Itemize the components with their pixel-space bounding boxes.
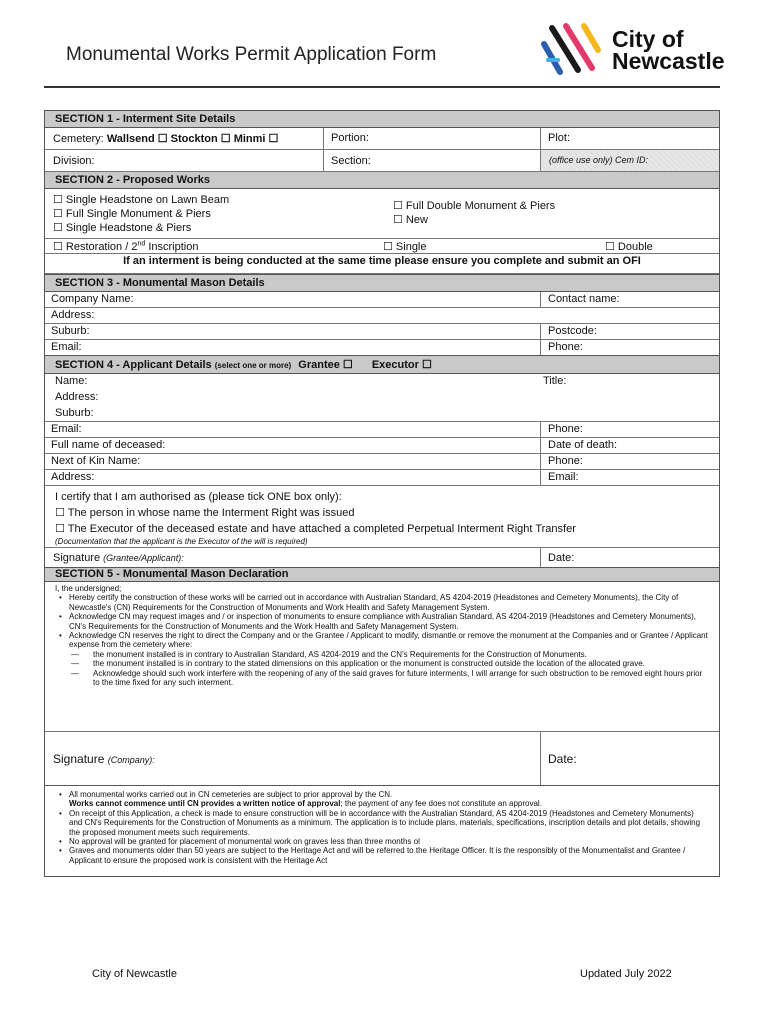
option-restoration[interactable] xyxy=(45,239,375,253)
option-headstone-piers[interactable]: ☐ Single Headstone & Piers xyxy=(53,222,192,234)
applicant-name-field[interactable]: Name: xyxy=(55,375,88,387)
applicant-suburb-row xyxy=(45,406,719,422)
city-logo xyxy=(538,20,738,76)
cert-note: (Documentation that the applicant is the Executor of the will is required) xyxy=(55,537,308,546)
note-item xyxy=(55,790,709,809)
date-of-death-field[interactable]: Date of death: xyxy=(548,439,618,451)
declaration-intro: I, the undersigned; xyxy=(55,584,122,593)
note-item: • On receipt of this Application, a check is made to ensure construction will be in accordance with the Australian Standard, AS 4204-2019 (Headstones and Cemetery Monuments) and CN's Requirements for the Construction of Monuments as a minimum. The application is to include plans, materials, specifications, inscription details and plot details, showing the proposed monument meets such requirements. xyxy=(55,809,709,837)
section-field[interactable]: Section: xyxy=(331,155,371,167)
footer-updated: Updated July 2022 xyxy=(580,968,672,980)
applicant-signature-row xyxy=(45,548,719,568)
section-4-note: (select one or more) xyxy=(214,361,292,370)
mason-postcode-field[interactable]: Postcode: xyxy=(548,325,597,337)
portion-field[interactable]: Portion: xyxy=(331,132,369,144)
applicant-email-row xyxy=(45,422,719,438)
restoration-label-end: Inscription xyxy=(145,241,199,253)
mason-email-field[interactable]: Email: xyxy=(51,341,82,353)
header-rule xyxy=(44,86,720,88)
mason-suburb-row xyxy=(45,324,719,340)
applicant-title-field[interactable]: Title: xyxy=(543,375,567,387)
certification-block xyxy=(45,486,719,548)
signature-note: (Grantee/Applicant): xyxy=(103,553,184,563)
kin-name-field[interactable]: Next of Kin Name: xyxy=(51,455,141,467)
cemetery-label: Cemetery: xyxy=(53,133,104,145)
section-1-header: SECTION 1 - Interment Site Details xyxy=(45,111,719,128)
certify-statement: I certify that I am authorised as (please tick ONE box only): xyxy=(55,491,342,503)
mason-suburb-field[interactable]: Suburb: xyxy=(51,325,90,337)
declaration-text xyxy=(45,582,719,732)
company-date-field[interactable]: Date: xyxy=(548,752,577,766)
cemetery-row xyxy=(45,128,719,150)
logo-text-line1: City of xyxy=(612,26,684,52)
kin-phone-field[interactable]: Phone: xyxy=(548,455,583,467)
page-title: Monumental Works Permit Application Form xyxy=(66,44,437,65)
note-approval-bold: Works cannot commence until CN provides a written notice of approval xyxy=(69,799,341,809)
applicant-suburb-field[interactable]: Suburb: xyxy=(55,407,94,419)
note-approval: All monumental works carried out in CN cemeteries are subject to prior approval by the CN. xyxy=(69,790,393,799)
cert-option-executor[interactable]: ☐ The Executor of the deceased estate and have attached a completed Perpetual Interment Right Transfer xyxy=(55,523,576,535)
restoration-label: ☐ Restoration / 2 xyxy=(53,241,138,253)
application-form xyxy=(44,110,720,877)
note-item: • No approval will be granted for placement of monumental work on graves less than three months ol xyxy=(55,837,709,846)
cemetery-options[interactable]: Wallsend ☐ Stockton ☐ Minmi ☐ xyxy=(106,133,279,145)
restoration-row xyxy=(45,239,719,254)
mason-address-row xyxy=(45,308,719,324)
kin-row xyxy=(45,454,719,470)
logo-mark-icon xyxy=(538,20,608,76)
declaration-item: • Acknowledge CN reserves the right to direct the Company and or the Grantee / Applicant to modify, dismantle or remove the monument at the Companies and or Grantee / Applicant expense from the cemetery where: xyxy=(55,631,709,650)
company-signature-label: Signature xyxy=(53,752,105,766)
declaration-item: • Hereby certify the construction of these works will be carried out in accordance with Australian Standard, AS 4204-2019 (Headstones and Cemetery Monuments), the City of Newcastle's (CN) Requirements for the Construction of Monuments and Work Health and Safety Management System. xyxy=(55,593,709,612)
mason-address-field[interactable]: Address: xyxy=(51,309,95,321)
section-2-header: SECTION 2 - Proposed Works xyxy=(45,172,719,189)
company-signature-field[interactable] xyxy=(45,732,540,785)
declaration-item: • Acknowledge CN may request images and / or inspection of monuments to ensure compliance with Australian Standard, AS 4204-2019 (Headstones and Cemetery Monuments), CN's Requirements for the Construction of Monuments and the Work Health and Safety Management System. xyxy=(55,612,709,631)
footer-org: City of Newcastle xyxy=(92,968,177,980)
company-name-field[interactable]: Company Name: xyxy=(51,293,134,305)
kin-address-row xyxy=(45,470,719,486)
applicant-email-field[interactable]: Email: xyxy=(51,423,82,435)
company-row xyxy=(45,292,719,308)
section-4-title: SECTION 4 - Applicant Details xyxy=(55,359,212,371)
logo-text-line2: Newcastle xyxy=(612,48,725,74)
note-item: • Graves and monuments older than 50 years are subject to the Heritage Act and will be referred to the Heritage Officer. It is the responsibly of the Monumentalist and Grantee / Applicant to ensure the proposed work is consistent with the Heritage Act xyxy=(55,846,709,865)
division-field[interactable]: Division: xyxy=(53,155,95,167)
applicant-address-row xyxy=(45,390,719,406)
signature-label: Signature xyxy=(53,552,101,564)
section-4-header xyxy=(45,356,719,374)
kin-address-field[interactable]: Address: xyxy=(51,471,95,483)
cemetery-field[interactable] xyxy=(45,128,323,149)
cem-id-field: (office use only) Cem ID: xyxy=(541,150,719,171)
declaration-subitem: — the monument installed is in contrary to the stated dimensions on this application or the monument is constructed outside the location of the allocated grave. xyxy=(55,659,709,668)
declaration-subitem: — the monument installed is in contrary to Australian Standard, AS 4204-2019 and the CN's Requirements for the Construction of Monuments. xyxy=(55,650,709,659)
company-signature-note: (Company): xyxy=(107,755,155,765)
applicant-date-field[interactable]: Date: xyxy=(548,552,575,564)
contact-name-field[interactable]: Contact name: xyxy=(548,293,620,305)
applicant-signature-field[interactable] xyxy=(45,548,540,567)
option-lawn-beam[interactable]: ☐ Single Headstone on Lawn Beam xyxy=(53,194,230,206)
mason-email-row xyxy=(45,340,719,356)
restoration-sup: nd xyxy=(137,240,146,248)
applicant-phone-field[interactable]: Phone: xyxy=(548,423,583,435)
declaration-subitem: — Acknowledge should such work interfere with the reopening of any of the said graves for future interments, I will arrange for such obstruction to be removed eight hours prior to the time fixed for any such interment. xyxy=(55,669,709,688)
note-approval-rest: ; the payment of any fee does not constitute an approval. xyxy=(340,799,542,809)
deceased-row xyxy=(45,438,719,454)
company-signature-row xyxy=(45,732,719,786)
kin-email-field[interactable]: Email: xyxy=(548,471,579,483)
section-3-header: SECTION 3 - Monumental Mason Details xyxy=(45,274,719,292)
division-row xyxy=(45,150,719,172)
option-full-single[interactable]: ☐ Full Single Monument & Piers xyxy=(53,208,211,220)
cert-option-interment-right[interactable]: ☐ The person in whose name the Interment Right was issued xyxy=(55,507,355,519)
option-new[interactable]: ☐ New xyxy=(393,214,428,226)
option-single[interactable]: ☐ Single xyxy=(383,241,427,253)
applicant-name-row xyxy=(45,374,719,390)
grantee-checkbox[interactable]: Grantee ☐ xyxy=(298,359,353,371)
executor-checkbox[interactable]: Executor ☐ xyxy=(371,359,432,371)
ofi-notice: If an interment is being conducted at the same time please ensure you complete and submit an OFI xyxy=(45,254,719,274)
conditions-notes xyxy=(45,786,719,876)
deceased-name-field[interactable]: Full name of deceased: xyxy=(51,439,166,451)
option-full-double[interactable]: ☐ Full Double Monument & Piers xyxy=(393,200,556,212)
applicant-address-field[interactable]: Address: xyxy=(55,391,99,403)
mason-phone-field[interactable]: Phone: xyxy=(548,341,583,353)
section-5-header: SECTION 5 - Monumental Mason Declaration xyxy=(45,568,719,582)
plot-field[interactable]: Plot: xyxy=(548,132,571,144)
option-double[interactable]: ☐ Double xyxy=(605,241,653,253)
works-options-row xyxy=(45,189,719,239)
